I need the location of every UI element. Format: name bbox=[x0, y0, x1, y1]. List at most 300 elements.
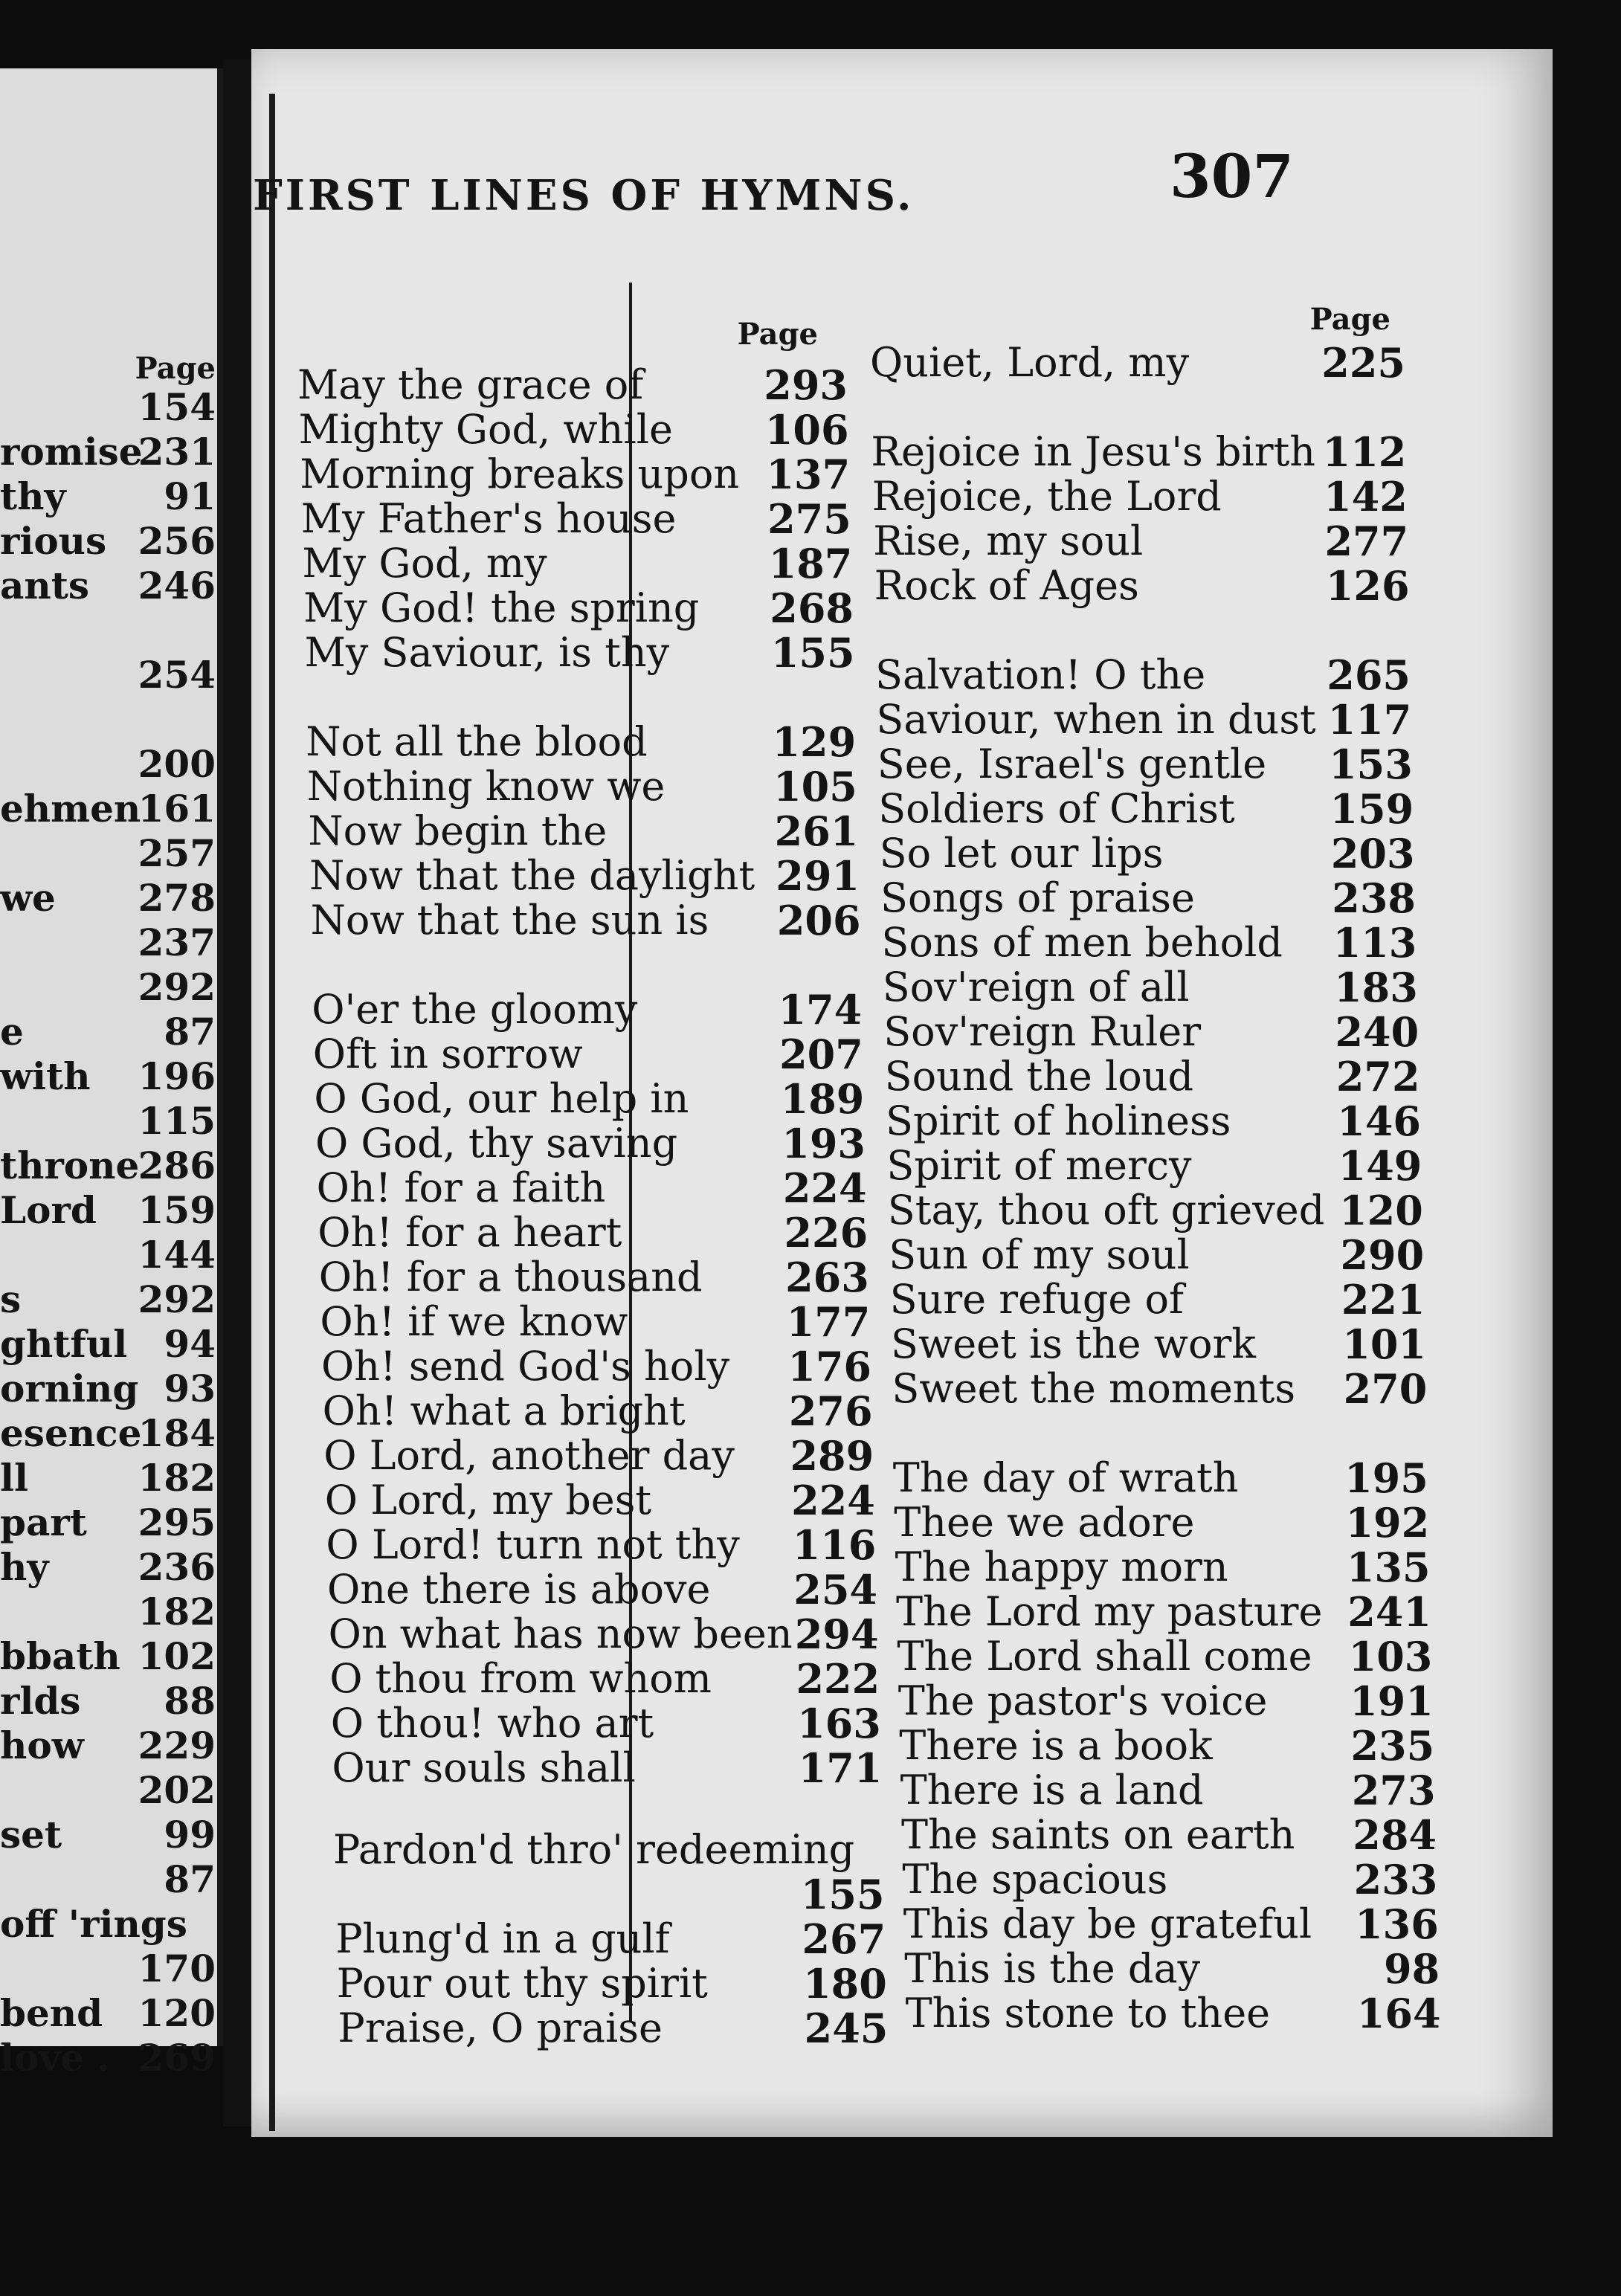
index-entry bbox=[0, 1723, 216, 1768]
hymn-page-number: 126 bbox=[1325, 562, 1410, 610]
hymn-first-line: Nothing know we bbox=[306, 763, 666, 810]
hymn-page-number: 159 bbox=[138, 1188, 216, 1232]
hymn-first-line: esence bbox=[0, 1411, 142, 1455]
index-entry bbox=[308, 809, 858, 854]
hymn-first-line: Oh! for a faith bbox=[316, 1164, 606, 1211]
hymn-page-number: 207 bbox=[779, 1031, 863, 1078]
hymn-page-number: 94 bbox=[164, 1322, 216, 1366]
hymn-page-number: 99 bbox=[164, 1813, 216, 1857]
hymn-first-line: off 'rings bbox=[0, 1902, 187, 1946]
index-entry bbox=[883, 965, 1418, 1010]
index-entry bbox=[870, 341, 1405, 385]
index-entry bbox=[321, 1344, 871, 1389]
hymn-page-number: 203 bbox=[1330, 830, 1415, 877]
index-entry bbox=[890, 1277, 1425, 1322]
hymn-first-line: So let our lips bbox=[879, 830, 1164, 877]
index-entry bbox=[0, 1099, 216, 1144]
hymn-page-number: 270 bbox=[1343, 1365, 1428, 1413]
page-number: 307 bbox=[1170, 141, 1294, 211]
hymn-first-line: O Lord! turn not thy bbox=[326, 1521, 740, 1568]
hymn-page-number: 225 bbox=[1321, 339, 1405, 387]
hymn-first-line: There is a land bbox=[900, 1767, 1204, 1813]
index-entry bbox=[313, 1032, 863, 1077]
hymn-first-line: with bbox=[0, 1054, 91, 1098]
index-entry bbox=[338, 2006, 888, 2051]
hymn-page-number: 117 bbox=[1327, 696, 1412, 744]
index-entry bbox=[0, 430, 216, 474]
hymn-first-line: orning bbox=[0, 1367, 139, 1410]
index-entry bbox=[306, 720, 856, 764]
hymn-page-number: 120 bbox=[138, 1991, 216, 2035]
hymn-page-number: 206 bbox=[776, 897, 861, 944]
index-entry bbox=[309, 854, 860, 898]
hymn-first-line: Rejoice, the Lord bbox=[871, 473, 1222, 520]
hymn-first-line: O'er the gloomy bbox=[312, 986, 638, 1033]
hymn-page-number: 265 bbox=[1327, 651, 1411, 699]
index-entry bbox=[323, 1389, 873, 1434]
index-entry bbox=[871, 430, 1406, 474]
hymn-first-line: hy bbox=[0, 1545, 49, 1589]
index-entry bbox=[878, 787, 1414, 831]
hymn-first-line: Plung'd in a gulf bbox=[335, 1915, 670, 1962]
hymn-first-line: There is a book bbox=[899, 1722, 1213, 1769]
index-entry bbox=[0, 1277, 216, 1322]
hymn-page-number: 120 bbox=[1339, 1187, 1423, 1234]
hymn-first-line: Sweet the moments bbox=[892, 1365, 1296, 1412]
hymn-first-line: Sure refuge of bbox=[889, 1276, 1185, 1323]
hymn-page-number: 261 bbox=[774, 807, 859, 855]
hymn-page-number: 233 bbox=[1353, 1856, 1438, 1903]
hymn-page-number: 182 bbox=[138, 1590, 216, 1634]
index-entry bbox=[880, 831, 1415, 876]
hymn-page-number: 286 bbox=[138, 1144, 216, 1187]
hymn-page-number: 182 bbox=[138, 1456, 216, 1500]
hymn-page-number: 146 bbox=[1337, 1097, 1421, 1145]
hymn-first-line: Oft in sorrow bbox=[312, 1031, 583, 1077]
index-entry bbox=[903, 1902, 1439, 1947]
hymn-page-number: 144 bbox=[138, 1233, 216, 1277]
index-entry bbox=[891, 1322, 1426, 1367]
hymn-page-number: 268 bbox=[770, 584, 854, 632]
hymn-page-number: 105 bbox=[773, 763, 857, 810]
hymn-page-number: 103 bbox=[1348, 1633, 1433, 1680]
hymn-page-number: 136 bbox=[1355, 1900, 1439, 1948]
hymn-page-number: 87 bbox=[164, 1857, 216, 1901]
hymn-page-number: 222 bbox=[796, 1655, 880, 1703]
page-label: Page bbox=[1309, 302, 1390, 337]
hymn-first-line: Saviour, when in dust bbox=[876, 696, 1316, 743]
index-entry bbox=[0, 1857, 216, 1902]
hymn-first-line: The Lord my pasture bbox=[896, 1588, 1323, 1635]
index-entry bbox=[301, 497, 851, 541]
index-entry bbox=[889, 1233, 1424, 1277]
index-entry bbox=[305, 631, 855, 675]
index-entry bbox=[0, 564, 216, 608]
hymn-first-line: romise bbox=[0, 430, 143, 474]
index-entry bbox=[312, 987, 862, 1032]
hymn-page-number: 275 bbox=[767, 495, 851, 543]
index-entry bbox=[0, 385, 216, 430]
hymn-page-number: 246 bbox=[138, 564, 216, 607]
index-entry bbox=[0, 1634, 216, 1679]
hymn-first-line: Quiet, Lord, my bbox=[870, 339, 1190, 386]
hymn-page-number: 254 bbox=[138, 653, 216, 697]
index-entry bbox=[317, 1166, 867, 1210]
index-entry bbox=[0, 1367, 216, 1411]
hymn-first-line: Oh! for a thousand bbox=[318, 1254, 703, 1300]
hymn-first-line: Now that the daylight bbox=[309, 852, 755, 899]
index-entry bbox=[333, 1828, 883, 1872]
index-entry bbox=[0, 1902, 216, 1947]
hymn-page-number: 291 bbox=[776, 852, 860, 900]
index-entry bbox=[0, 1768, 216, 1813]
hymn-first-line: My Father's house bbox=[300, 495, 677, 542]
hymn-page-number: 231 bbox=[138, 430, 216, 474]
index-entry bbox=[0, 1456, 216, 1500]
hymn-first-line: Oh! send God's holy bbox=[321, 1343, 730, 1390]
left-page-edge bbox=[217, 68, 223, 2046]
hymn-page-number: 235 bbox=[1350, 1722, 1435, 1770]
hymn-first-line: Now begin the bbox=[308, 807, 608, 854]
index-entry bbox=[894, 1500, 1429, 1545]
index-entry bbox=[0, 653, 216, 697]
hymn-page-number: 294 bbox=[794, 1610, 879, 1658]
index-entry bbox=[0, 742, 216, 787]
hymn-first-line: Lord bbox=[0, 1188, 97, 1232]
index-entry bbox=[299, 407, 849, 452]
hymn-first-line: On what has now been bbox=[328, 1610, 793, 1657]
hymn-page-number: 101 bbox=[1342, 1320, 1426, 1368]
index-entry bbox=[898, 1679, 1434, 1723]
hymn-first-line: Oh! what a bright bbox=[322, 1387, 686, 1434]
index-entry bbox=[892, 1367, 1427, 1411]
hymn-first-line: bbath bbox=[0, 1634, 120, 1678]
hymn-first-line: love . bbox=[0, 2036, 111, 2080]
hymn-first-line: Thee we adore bbox=[894, 1499, 1195, 1546]
hymn-first-line: Oh! if we know bbox=[320, 1298, 628, 1345]
index-entry bbox=[314, 1077, 864, 1121]
hymn-page-number: 293 bbox=[764, 361, 848, 409]
index-entry bbox=[303, 586, 854, 631]
hymn-page-number: 226 bbox=[784, 1209, 868, 1257]
hymn-page-number: 153 bbox=[1329, 741, 1413, 788]
hymn-first-line: O God, our help in bbox=[314, 1075, 689, 1122]
hymn-first-line: The Lord shall come bbox=[897, 1633, 1312, 1680]
hymn-page-number: 277 bbox=[1324, 517, 1409, 565]
hymn-page-number: 87 bbox=[164, 1010, 216, 1054]
index-entry bbox=[0, 1991, 216, 2036]
hymn-first-line: Praise, O praise bbox=[338, 2005, 663, 2051]
hymn-first-line: Spirit of holiness bbox=[886, 1097, 1231, 1144]
index-entry bbox=[320, 1300, 870, 1344]
index-entry bbox=[885, 1054, 1420, 1099]
hymn-page-number: 174 bbox=[778, 986, 863, 1033]
hymn-page-number: 236 bbox=[138, 1545, 216, 1589]
hymn-first-line: part bbox=[0, 1500, 87, 1544]
hymn-page-number: 238 bbox=[1332, 874, 1416, 922]
hymn-page-number: 241 bbox=[1347, 1588, 1431, 1636]
hymn-page-number: 240 bbox=[1335, 1008, 1419, 1056]
hymn-first-line: Stay, thou oft grieved bbox=[887, 1187, 1325, 1234]
hymn-page-number: 195 bbox=[1344, 1454, 1428, 1502]
hymn-first-line: See, Israel's gentle bbox=[877, 741, 1267, 787]
index-entry bbox=[904, 1947, 1440, 1991]
hymn-first-line: My Saviour, is thy bbox=[304, 629, 670, 676]
index-entry bbox=[311, 898, 861, 943]
index-entry bbox=[319, 1255, 869, 1300]
index-entry bbox=[325, 1478, 875, 1523]
hymn-page-number: 196 bbox=[138, 1054, 216, 1098]
index-entry bbox=[315, 1121, 866, 1166]
index-entry bbox=[872, 474, 1408, 519]
hymn-page-number: 149 bbox=[1338, 1142, 1422, 1190]
hymn-page-number: 161 bbox=[138, 787, 216, 831]
hymn-page-number: 229 bbox=[138, 1723, 216, 1767]
hymn-first-line: how bbox=[0, 1723, 84, 1767]
index-entry bbox=[0, 1590, 216, 1634]
hymn-page-number: 88 bbox=[164, 1679, 216, 1723]
index-entry bbox=[0, 1947, 216, 1991]
hymn-first-line: Now that the sun is bbox=[310, 897, 709, 944]
hymn-first-line: Sweet is the work bbox=[891, 1320, 1257, 1367]
hymn-first-line: thy bbox=[0, 474, 66, 518]
index-entry bbox=[0, 1411, 216, 1456]
hymn-first-line: ll bbox=[0, 1456, 28, 1500]
hymn-first-line: we bbox=[0, 876, 56, 920]
page-column-label bbox=[1279, 297, 1390, 342]
book-gutter bbox=[223, 59, 251, 2126]
index-entry bbox=[902, 1857, 1437, 1902]
index-entry bbox=[326, 1523, 876, 1567]
hymn-page-number: 237 bbox=[138, 920, 216, 964]
hymn-page-number: 269 bbox=[138, 2036, 216, 2080]
index-entry bbox=[0, 1054, 216, 1099]
hymn-first-line: The happy morn bbox=[895, 1544, 1228, 1590]
index-entry bbox=[0, 876, 216, 920]
hymn-page-number: 180 bbox=[803, 1960, 887, 2008]
hymn-page-number: 176 bbox=[787, 1343, 871, 1390]
hymn-first-line: throne bbox=[0, 1144, 140, 1187]
left-page-fragment bbox=[0, 68, 223, 2080]
hymn-first-line: Sons of men behold bbox=[881, 919, 1283, 966]
hymn-first-line: rious bbox=[0, 519, 107, 563]
hymn-page-number: 256 bbox=[138, 519, 216, 563]
hymn-first-line: Pour out thy spirit bbox=[336, 1960, 708, 2007]
index-entry bbox=[300, 452, 850, 497]
hymn-page-number: 98 bbox=[1384, 1945, 1440, 1993]
hymn-first-line: This is the day bbox=[904, 1945, 1201, 1992]
hymn-first-line: bend bbox=[0, 1991, 103, 2035]
hymn-first-line: The pastor's voice bbox=[897, 1677, 1268, 1724]
hymn-page-number: 112 bbox=[1322, 428, 1407, 476]
hymn-first-line: The saints on earth bbox=[901, 1811, 1295, 1858]
hymn-page-number: 137 bbox=[766, 451, 851, 498]
index-entry bbox=[0, 831, 216, 876]
index-entry bbox=[901, 1813, 1437, 1857]
hymn-first-line: ehmen bbox=[0, 787, 141, 831]
index-entry bbox=[302, 541, 852, 586]
page-header bbox=[253, 141, 1294, 230]
hymn-page-number: 93 bbox=[164, 1367, 216, 1410]
hymn-first-line: Oh! for a heart bbox=[318, 1209, 622, 1256]
index-entry bbox=[0, 965, 216, 1010]
index-entry bbox=[0, 1188, 216, 1233]
index-entry bbox=[335, 1917, 886, 1961]
hymn-page-number: 113 bbox=[1332, 919, 1417, 967]
index-entry bbox=[900, 1768, 1436, 1813]
index-entry bbox=[329, 1612, 879, 1657]
index-entry bbox=[0, 1545, 216, 1590]
index-entry bbox=[0, 1322, 216, 1367]
hymn-page-number: 184 bbox=[138, 1411, 216, 1455]
index-entry bbox=[337, 1961, 887, 2006]
hymn-first-line: The spacious bbox=[902, 1856, 1168, 1903]
index-entry bbox=[899, 1723, 1434, 1768]
hymn-first-line: Soldiers of Christ bbox=[878, 785, 1235, 832]
index-entry bbox=[893, 1456, 1428, 1500]
hymn-first-line: rlds bbox=[0, 1679, 81, 1723]
hymn-page-number: 155 bbox=[800, 1871, 885, 1918]
hymn-page-number: 257 bbox=[138, 831, 216, 875]
hymn-page-number: 155 bbox=[770, 629, 855, 677]
hymn-page-number: 284 bbox=[1353, 1811, 1437, 1859]
index-entry bbox=[888, 1188, 1423, 1233]
hymn-page-number: 183 bbox=[1334, 964, 1418, 1011]
hymn-first-line: O God, thy saving bbox=[315, 1120, 678, 1167]
hymn-page-number: 91 bbox=[164, 474, 216, 518]
hymn-first-line: May the grace of bbox=[297, 361, 644, 408]
index-entry bbox=[327, 1567, 877, 1612]
index-entry bbox=[906, 1991, 1441, 2036]
hymn-page-number: 189 bbox=[780, 1075, 865, 1123]
hymn-first-line: This day be grateful bbox=[903, 1900, 1312, 1947]
hymn-first-line: The day of wrath bbox=[892, 1454, 1239, 1501]
index-entry bbox=[873, 519, 1408, 564]
hymn-page-number: 192 bbox=[1345, 1499, 1430, 1547]
index-entry bbox=[0, 1144, 216, 1188]
hymn-first-line: This stone to thee bbox=[905, 1990, 1271, 2037]
hymn-page-number: 245 bbox=[804, 2005, 889, 2052]
hymn-first-line: ants bbox=[0, 564, 89, 607]
index-entry bbox=[886, 1099, 1421, 1144]
index-entry bbox=[880, 876, 1416, 920]
hymn-page-number: 171 bbox=[798, 1744, 883, 1792]
hymn-page-number: 224 bbox=[782, 1164, 867, 1212]
hymn-page-number: 159 bbox=[1330, 785, 1414, 833]
index-entry bbox=[0, 1010, 216, 1054]
hymn-first-line: Salvation! O the bbox=[875, 651, 1206, 698]
hymn-first-line: Spirit of mercy bbox=[886, 1142, 1192, 1189]
index-entry bbox=[896, 1590, 1431, 1634]
hymn-first-line: e bbox=[0, 1010, 24, 1054]
index-entry bbox=[886, 1144, 1422, 1188]
page-label: Page bbox=[135, 351, 216, 386]
hymn-first-line: Sound the loud bbox=[884, 1053, 1194, 1100]
hymn-first-line: Rise, my soul bbox=[873, 517, 1144, 564]
hymn-first-line: O Lord, my best bbox=[324, 1477, 652, 1523]
hymn-first-line: My God, my bbox=[302, 540, 547, 587]
hymn-page-number: 273 bbox=[1351, 1767, 1436, 1814]
hymn-first-line: Morning breaks upon bbox=[300, 451, 740, 497]
index-entry bbox=[335, 1872, 885, 1917]
hymn-page-number: 135 bbox=[1346, 1544, 1431, 1591]
hymn-page-number: 129 bbox=[772, 718, 857, 766]
hymn-page-number: 154 bbox=[138, 385, 216, 429]
hymn-page-number: 224 bbox=[791, 1477, 875, 1524]
index-entry bbox=[0, 2036, 216, 2080]
hymn-page-number: 263 bbox=[785, 1254, 869, 1301]
hymn-page-number: 267 bbox=[802, 1915, 886, 1963]
hymn-first-line: Rock of Ages bbox=[874, 562, 1139, 609]
index-entry bbox=[318, 1210, 868, 1255]
index-entry bbox=[0, 519, 216, 564]
hymn-first-line: Not all the blood bbox=[306, 718, 648, 765]
hymn-page-number: 116 bbox=[792, 1521, 877, 1569]
hymn-page-number: 292 bbox=[138, 1277, 216, 1321]
hymn-page-number: 191 bbox=[1350, 1677, 1434, 1725]
hymn-page-number: 290 bbox=[1340, 1231, 1425, 1279]
index-entry bbox=[332, 1746, 882, 1790]
hymn-first-line: s bbox=[0, 1277, 22, 1321]
index-entry bbox=[874, 564, 1410, 608]
hymn-page-number: 102 bbox=[138, 1634, 216, 1678]
hymn-page-number: 163 bbox=[797, 1700, 881, 1747]
hymn-page-number: 254 bbox=[793, 1566, 877, 1613]
hymn-first-line: O thou! who art bbox=[330, 1700, 654, 1747]
index-entry bbox=[0, 474, 216, 519]
hymn-page-number: 142 bbox=[1324, 473, 1408, 520]
hymn-first-line: Our souls shall bbox=[332, 1744, 636, 1791]
hymn-first-line: My God! the spring bbox=[303, 584, 700, 631]
hymn-first-line: Sun of my soul bbox=[889, 1231, 1190, 1278]
index-entry bbox=[0, 1813, 216, 1857]
hymn-page-number: 221 bbox=[1341, 1276, 1425, 1323]
hymn-page-number: 177 bbox=[786, 1298, 871, 1346]
index-entry bbox=[877, 742, 1413, 787]
hymn-page-number: 276 bbox=[788, 1387, 873, 1435]
index-entry bbox=[329, 1657, 880, 1701]
page-label: Page bbox=[737, 317, 818, 352]
hymn-page-number: 170 bbox=[138, 1947, 216, 1990]
hymn-first-line: One there is above bbox=[327, 1566, 711, 1613]
hymn-first-line: O thou from whom bbox=[329, 1655, 712, 1702]
index-entry bbox=[0, 787, 216, 831]
hymn-page-number: 292 bbox=[138, 965, 216, 1009]
hymn-page-number: 295 bbox=[138, 1500, 216, 1544]
index-entry bbox=[0, 1233, 216, 1277]
index-entry bbox=[297, 363, 848, 407]
page-column-label bbox=[0, 346, 216, 391]
index-entry bbox=[0, 920, 216, 965]
hymn-page-number: 202 bbox=[138, 1768, 216, 1812]
index-entry bbox=[0, 1679, 216, 1723]
index-entry bbox=[881, 920, 1417, 965]
hymn-first-line: Mighty God, while bbox=[298, 406, 673, 453]
hymn-page-number: 187 bbox=[768, 540, 853, 587]
hymn-first-line: Pardon'd thro' redeeming bbox=[333, 1826, 855, 1873]
hymn-first-line: Sov'reign of all bbox=[882, 964, 1190, 1010]
page-column-label bbox=[714, 312, 818, 357]
hymn-page-number: 164 bbox=[1356, 1990, 1441, 2037]
index-entry bbox=[0, 1500, 216, 1545]
index-entry bbox=[331, 1701, 881, 1746]
hymn-page-number: 278 bbox=[138, 876, 216, 920]
index-entry bbox=[897, 1634, 1432, 1679]
hymn-page-number: 289 bbox=[790, 1432, 874, 1480]
page-margin-rule bbox=[269, 94, 275, 2131]
hymn-page-number: 272 bbox=[1335, 1053, 1420, 1100]
hymn-first-line: ghtful bbox=[0, 1322, 128, 1366]
